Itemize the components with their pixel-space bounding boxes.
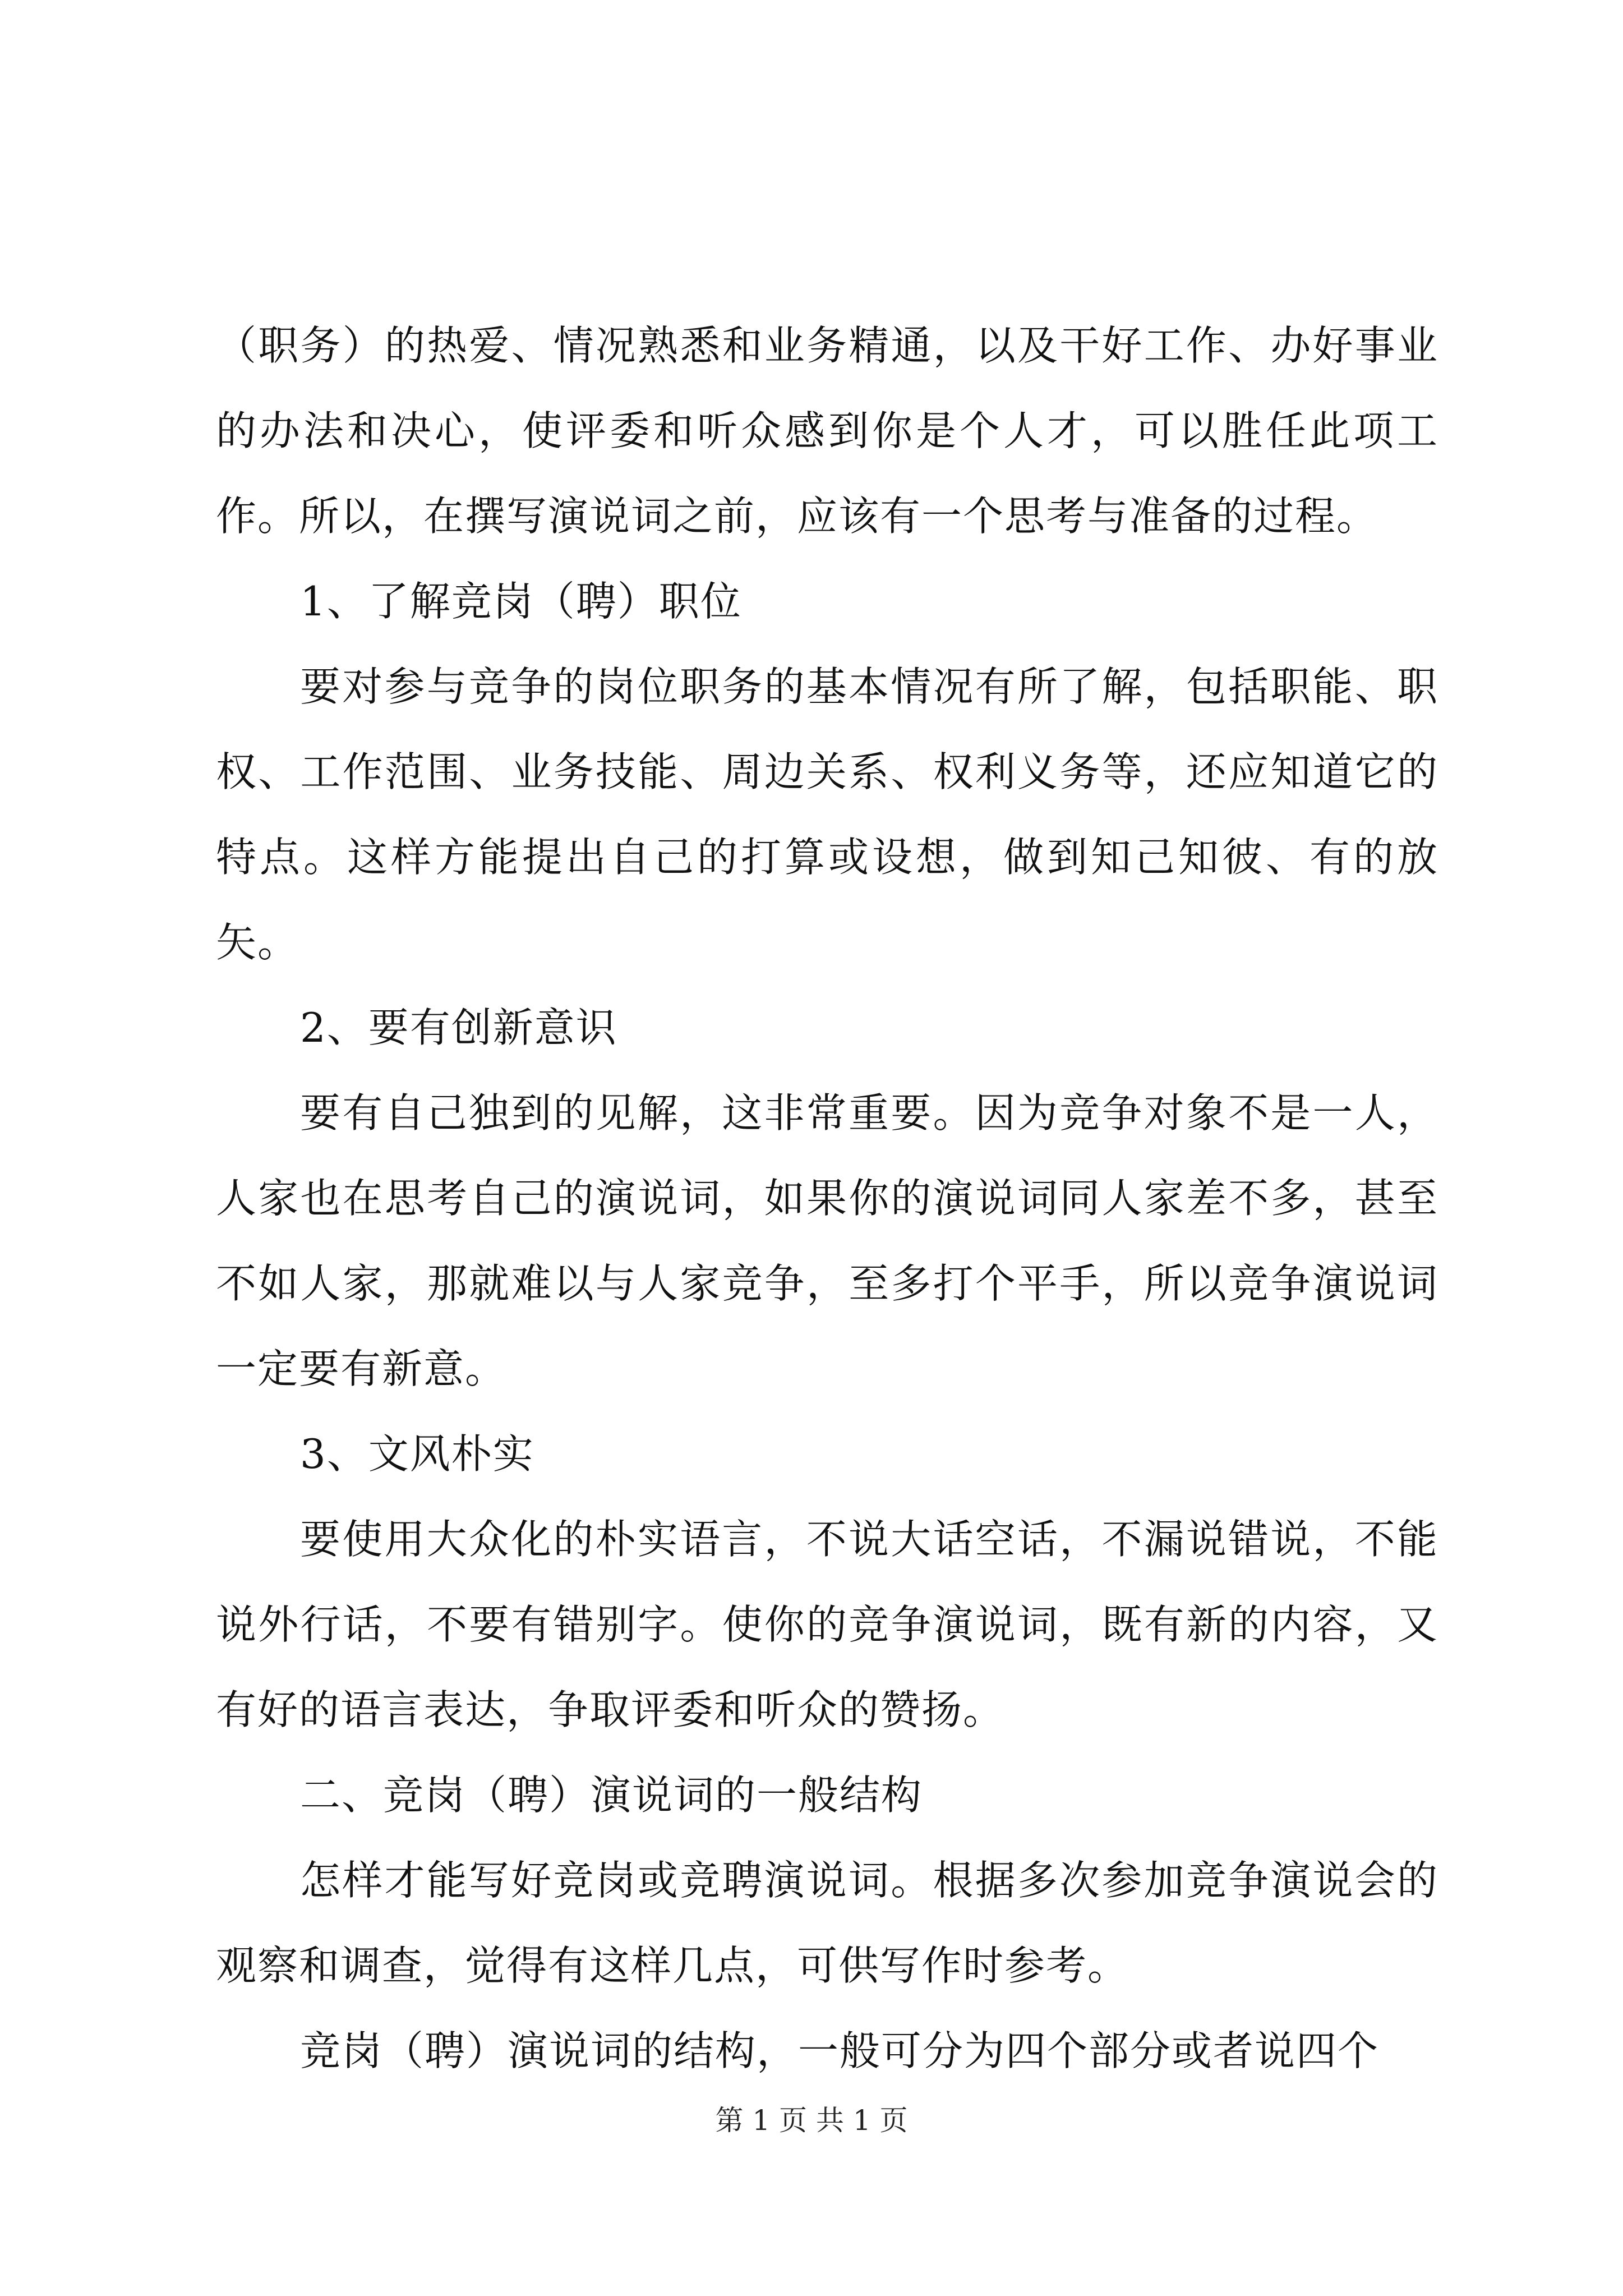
section-heading: 1、了解竞岗（聘）职位 — [300, 578, 742, 625]
page-footer: 第 1 页 共 1 页 — [715, 2104, 908, 2137]
paragraph: 要使用大众化的朴实语言，不说大话空话，不漏说错说，不能说外行话，不要有错别字。使你的竞争演说词，既有新的内容，又有好的语言表达，争取评委和听众的赞扬。 — [216, 1516, 1438, 1733]
section-heading: 二、竞岗（聘）演说词的一般结构 — [300, 1772, 923, 1819]
document-body — [216, 303, 1438, 2093]
paragraph: （职务）的热爱、情况熟悉和业务精通，以及干好工作、办好事业的办法和决心，使评委和听众感到你是个人才，可以胜任此项工作。所以，在撰写演说词之前，应该有一个思考与准备的过程。 — [216, 322, 1438, 540]
paragraph: 竞岗（聘）演说词的结构，一般可分为四个部分或者说四个 — [300, 2027, 1380, 2074]
paragraph: 要对参与竞争的岗位职务的基本情况有所了解，包括职能、职权、工作范围、业务技能、周边关系、权利义务等，还应知道它的特点。这样方能提出自己的打算或设想，做到知己知彼、有的放矢。 — [216, 663, 1438, 966]
paragraph: 要有自己独到的见解，这非常重要。因为竞争对象不是一人，人家也在思考自己的演说词，如果你的演说词同人家差不多，甚至不如人家，那就难以与人家竞争，至多打个平手，所以竞争演说词一定要有新意。 — [216, 1089, 1438, 1392]
section-heading: 2、要有创新意识 — [300, 1004, 617, 1051]
section-heading: 3、文风朴实 — [300, 1430, 534, 1478]
paragraph: 怎样才能写好竞岗或竞聘演说词。根据多次参加竞争演说会的观察和调查，觉得有这样几点，可供写作时参考。 — [216, 1857, 1438, 1989]
